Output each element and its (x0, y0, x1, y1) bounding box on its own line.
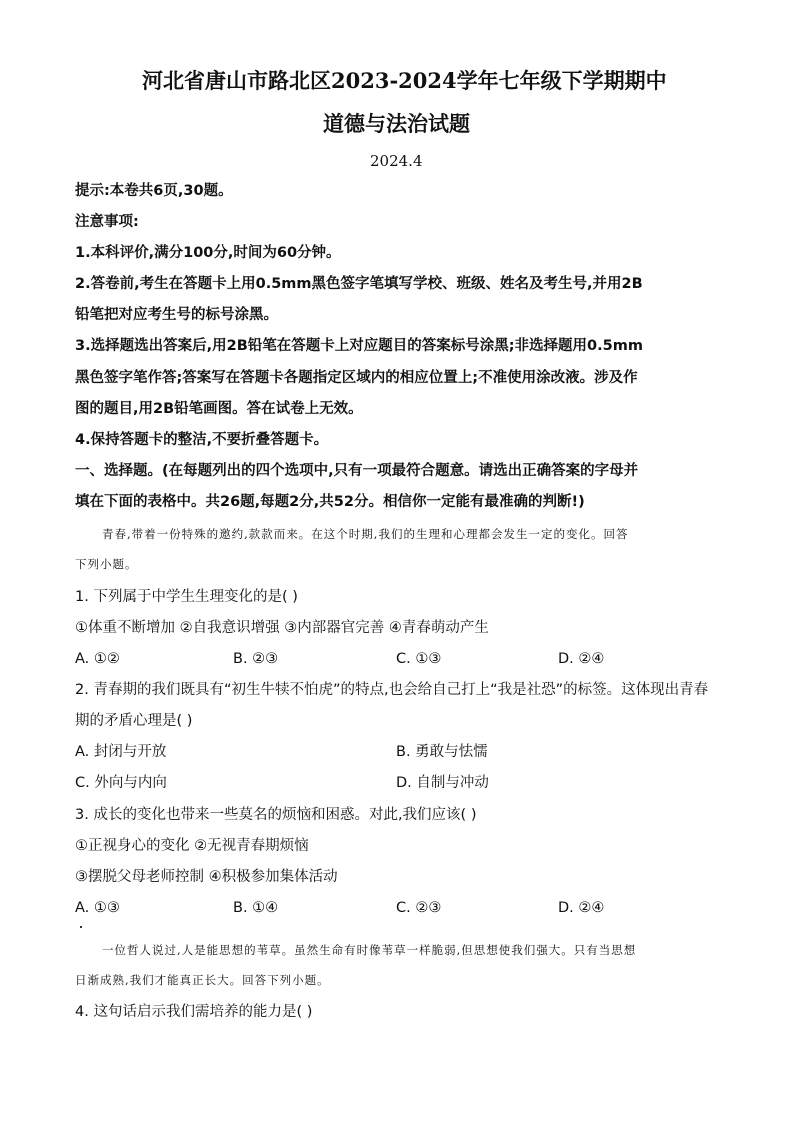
note-item-2-line2: 铅笔把对应考生号的标号涂黑。 (75, 307, 278, 323)
question-3-option-c[interactable]: C. ②③ (396, 900, 442, 916)
exam-hint: 提示:本卷共6页,30题。 (75, 183, 233, 199)
passage-1-line2: 下列小题。 (75, 557, 138, 571)
section-heading-line2: 填在下面的表格中。共26题,每题2分,共52分。相信你一定能有最准确的判断!) (75, 494, 585, 510)
question-1-option-c[interactable]: C. ①③ (396, 651, 442, 667)
question-4-stem: 4. 这句话启示我们需培养的能力是( ) (75, 1004, 313, 1020)
question-2-stem-line2: 期的矛盾心理是( ) (75, 713, 193, 729)
notes-heading: 注意事项: (75, 214, 139, 230)
note-item-3-line1: 3.选择题选出答案后,用2B铅笔在答题卡上对应题目的答案标号涂黑;非选择题用0.5mm (75, 338, 643, 354)
question-2-option-b[interactable]: B. 勇敢与怯懦 (396, 744, 488, 760)
section-heading-line1: 一、选择题。(在每题列出的四个选项中,只有一项最符合题意。请选出正确答案的字母并 (75, 463, 639, 479)
passage-2-line2: 日渐成熟,我们才能真正长大。回答下列小题。 (75, 973, 330, 987)
passage-1-line1: 青春,带着一份特殊的邀约,款款而来。在这个时期,我们的生理和心理都会发生一定的变化。回答 (102, 527, 629, 541)
question-3-option-b[interactable]: B. ①④ (233, 900, 279, 916)
question-3-option-d[interactable]: D. ②④ (558, 900, 605, 916)
passage-2-line1: 一位哲人说过,人是能思想的苇草。虽然生命有时像苇草一样脆弱,但思想使我们强大。只有当思想 (102, 943, 637, 957)
exam-title-line2: 道德与法治试题 (323, 111, 470, 136)
question-1-option-d[interactable]: D. ②④ (558, 651, 605, 667)
question-2-option-c[interactable]: C. 外向与内向 (75, 775, 167, 791)
note-item-3-line2: 黑色签字笔作答;答案写在答题卡各题指定区域内的相应位置上;不准使用涂改液。涉及作 (75, 370, 638, 386)
question-1-stem: 1. 下列属于中学生生理变化的是( ) (75, 589, 298, 605)
question-3-items-line1: ①正视身心的变化 ②无视青春期烦恼 (75, 838, 309, 854)
question-2-option-d[interactable]: D. 自制与冲动 (396, 775, 489, 791)
note-item-3-line3: 图的题目,用2B铅笔画图。答在试卷上无效。 (75, 401, 363, 417)
question-3-option-a[interactable]: A. ①③ (75, 900, 120, 916)
question-1-option-a[interactable]: A. ①② (75, 651, 120, 667)
question-2-option-a[interactable]: A. 封闭与开放 (75, 744, 167, 760)
stray-mark (80, 926, 82, 928)
exam-title-line1: 河北省唐山市路北区2023-2024学年七年级下学期期中 (142, 68, 667, 93)
question-3-items-line2: ③摆脱父母老师控制 ④积极参加集体活动 (75, 869, 338, 885)
question-1-option-b[interactable]: B. ②③ (233, 651, 279, 667)
note-item-4: 4.保持答题卡的整洁,不要折叠答题卡。 (75, 432, 329, 448)
note-item-1: 1.本科评价,满分100分,时间为60分钟。 (75, 245, 341, 261)
question-1-items: ①体重不断增加 ②自我意识增强 ③内部器官完善 ④青春萌动产生 (75, 620, 489, 636)
question-3-stem: 3. 成长的变化也带来一些莫名的烦恼和困惑。对此,我们应该( ) (75, 807, 477, 823)
note-item-2-line1: 2.答卷前,考生在答题卡上用0.5mm黑色签字笔填写学校、班级、姓名及考生号,并用2B (75, 276, 643, 292)
question-2-stem-line1: 2. 青春期的我们既具有“初生牛犊不怕虎”的特点,也会给自己打上“我是社恐”的标签。这体现出青春 (75, 682, 709, 698)
exam-date: 2024.4 (370, 152, 423, 170)
